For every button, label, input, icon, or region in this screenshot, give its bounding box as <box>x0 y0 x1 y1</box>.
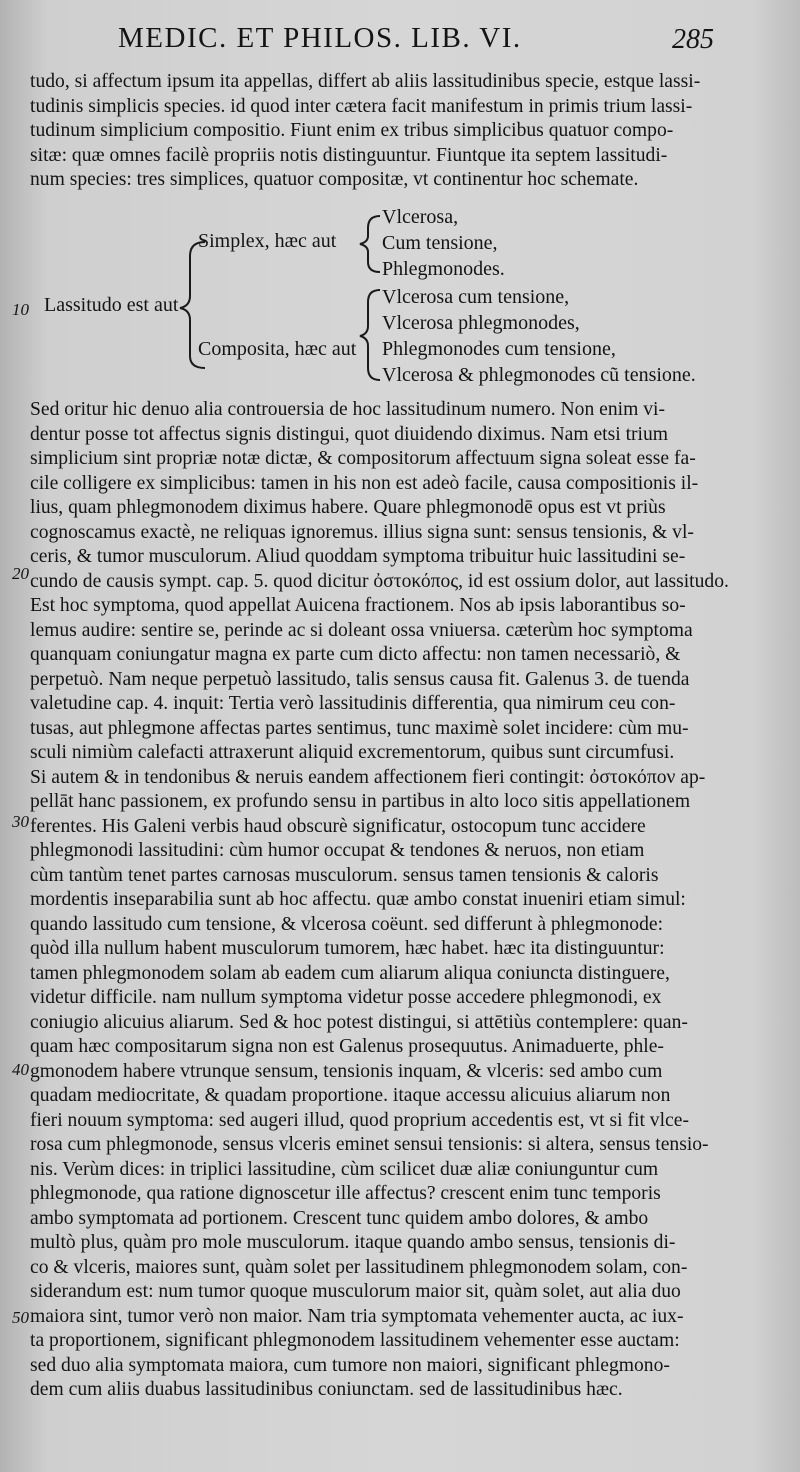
text-line: phlegmonode, qua ratione dignoscetur ille affectus? crescent enim tunc temporis <box>30 1183 661 1204</box>
lassitude-scheme <box>30 206 780 396</box>
text-line: quando lassitudo cum tensione, & vlcerosa coëunt. sed differunt à phlegmonode: <box>30 913 664 935</box>
text-line: ambo symptomata ad portionem. Crescent tunc quidem ambo dolores, & ambo <box>30 1207 649 1229</box>
text-line: nis. Verùm dices: in triplici lassitudine, cùm scilicet duæ aliæ coniunguntur cum <box>30 1158 659 1180</box>
paragraph-intro <box>30 70 730 193</box>
scheme-item: Phlegmonodes cum tensione, <box>382 338 616 360</box>
margin-line-number: 40 <box>12 1060 29 1079</box>
text-line: cùm tantùm tenet partes carnosas musculorum. sensus tamen tensionis & caloris <box>30 864 659 886</box>
text-line: phlegmonodi lassitudini: cùm humor occupat & tendones & neruos, non etiam <box>30 840 645 861</box>
scheme-item: Vlcerosa, <box>382 206 459 228</box>
text-line: Sed oritur hic denuo alia controuersia de hoc lassitudinum numero. Non enim vi- <box>30 399 666 420</box>
text-line: sed duo alia symptomata maiora, cum tumore non maiori, significant phlegmono- <box>30 1354 670 1376</box>
text-line: ceris, & tumor musculorum. Aliud quoddam symptoma tribuitur huic lassitudini se- <box>30 546 686 567</box>
text-line: dem cum aliis duabus lassitudinibus coniunctam. sed de lassitudinibus hæc. <box>30 1379 623 1400</box>
scheme-item: Cum tensione, <box>382 232 498 254</box>
margin-line-number: 10 <box>12 300 29 319</box>
text-line: tudinis simplicis species. id quod inter cætera facit manifestum in primis trium lassi- <box>30 95 693 117</box>
text-line: tudo, si affectum ipsum ita appellas, differt ab aliis lassitudinibus specie, estque lassi- <box>30 71 701 92</box>
margin-line-number: 30 <box>12 812 29 831</box>
text-line: lemus audire: sentire se, perinde ac si doleant ossa vniuersa. cæterùm hoc symptoma <box>30 619 693 641</box>
scheme-root: Lassitudo est aut <box>44 294 179 316</box>
text-line: sculi nimiùm calefacti attraxerunt aliquid excrementorum, quibus sunt circumfusi. <box>30 742 675 763</box>
margin-line-number: 20 <box>12 564 29 583</box>
text-line: quadam mediocritate, & quadam proportione. itaque accessu alicuius aliarum non <box>30 1085 671 1106</box>
text-line: multò plus, quàm pro mole musculorum. itaque quando ambo sensus, tensionis di- <box>30 1232 676 1253</box>
scheme-branch-composite: Composita, hæc aut <box>198 338 357 360</box>
text-line: sitæ: quæ omnes facilè propriis notis distinguuntur. Fiuntque ita septem lassitudi- <box>30 144 668 166</box>
text-line: tusas, aut phlegmone affectas partes sentimus, tunc maximè solet incidere: cùm mu- <box>30 717 689 739</box>
text-line: ferentes. His Galeni verbis haud obscurè significatur, ostocopum tunc accidere <box>30 815 646 837</box>
text-line: cile colligere ex simplicibus: tamen in his non est adeò facile, causa compositionis il- <box>30 472 699 494</box>
running-title: MEDIC. ET PHILOS. LIB. VI. <box>118 22 522 54</box>
text-line: quanquam coniungatur magna ex parte cum dicto affectu: non tamen necessariò, & <box>30 644 681 665</box>
text-line: gmonodem habere vtrunque sensum, tensionis inquam, & vlceris: sed ambo cum <box>30 1060 663 1082</box>
text-line: coniugio alicuius aliarum. Sed & hoc potest distingui, si attētiùs contemplere: quan- <box>30 1011 688 1033</box>
text-line: videtur difficile. nam nullum symptoma videtur posse accedere phlegmonodi, ex <box>30 987 662 1008</box>
scheme-item: Vlcerosa cum tensione, <box>382 286 570 308</box>
text-line: fieri nouum symptoma: sed augeri illud, quod proprium accedentis est, vt si fit vlce- <box>30 1109 689 1131</box>
text-line: cundo de causis sympt. cap. 5. quod dicitur ὀστοκόπος, id est ossium dolor, aut lassitudo. <box>30 570 729 592</box>
text-line: rosa cum phlegmonode, sensus vlceris eminet sensui tensionis: si altera, sensus tensio- <box>30 1134 709 1155</box>
scheme-item: Phlegmonodes. <box>382 258 505 280</box>
text-line: simplicium sint propriæ notæ dictæ, & compositorum affectuum signa soleat esse fa- <box>30 448 696 469</box>
composite-brace <box>360 290 380 380</box>
text-line: pellāt hanc passionem, ex profundo sensu in partibus in alto loco sitis appellationem <box>30 791 691 812</box>
scheme-item: Vlcerosa & phlegmonodes cũ tensione. <box>382 364 696 386</box>
text-line: co & vlceris, maiores sunt, quàm solet per lassitudinem phlegmonodem solam, con- <box>30 1256 688 1278</box>
text-line: quòd illa nullum habent musculorum tumorem, hæc habet. hæc ita distinguuntur: <box>30 938 665 959</box>
page-number: 285 <box>672 24 714 55</box>
text-line: quam hæc compositarum signa non est Galenus prosequutus. Animaduerte, phle- <box>30 1036 664 1057</box>
margin-line-number: 50 <box>12 1308 29 1327</box>
text-line: num species: tres simplices, quatuor compositæ, vt continentur hoc schemate. <box>30 169 639 190</box>
text-line: cognoscamus exactè, ne reliquas ignoremus. illius signa sunt: sensus tensionis, & vl- <box>30 521 694 543</box>
scheme-item: Vlcerosa phlegmonodes, <box>382 312 580 334</box>
scheme-branch-simple: Simplex, hæc aut <box>198 230 337 252</box>
paragraph-main <box>30 398 750 1403</box>
text-line: valetudine cap. 4. inquit: Tertia verò lassitudinis differentia, qua nimirum ceu con- <box>30 693 676 714</box>
text-line: lius, quam phlegmonodem diximus habere. Quare phlegmonodē opus est vt priùs <box>30 497 666 518</box>
text-line: dentur posse tot affectus signis distingui, quot diuidendo diximus. Nam etsi trium <box>30 423 669 445</box>
text-line: siderandum est: num tumor quoque musculorum maior sit, quàm solet, aut alia duo <box>30 1281 681 1302</box>
text-line: Est hoc symptoma, quod appellat Auicena fractionem. Nos ab ipsis laborantibus so- <box>30 595 686 616</box>
text-line: tamen phlegmonodem solam ab eadem cum aliarum aliqua coniuncta distinguere, <box>30 962 670 984</box>
text-line: Si autem & in tendonibus & neruis eandem affectionem fieri contingit: ὀστοκόπον ap- <box>30 766 706 788</box>
text-line: tudinum simplicium compositio. Fiunt enim ex tribus simplicibus quatuor compo- <box>30 120 674 141</box>
text-line: ta proportionem, significant phlegmonodem lassitudinem vehementer esse auctam: <box>30 1330 680 1351</box>
simple-brace <box>360 216 380 272</box>
text-line: perpetuò. Nam neque perpetuò lassitudo, talis sensus causa fit. Galenus 3. de tuenda <box>30 668 690 690</box>
text-line: maiora sint, tumor verò non maior. Nam tria symptomata vehementer aucta, ac iux- <box>30 1305 684 1327</box>
text-line: mordentis inseparabilia sunt ab hoc affectu. quæ ambo constat inueniri etiam simul: <box>30 889 686 910</box>
